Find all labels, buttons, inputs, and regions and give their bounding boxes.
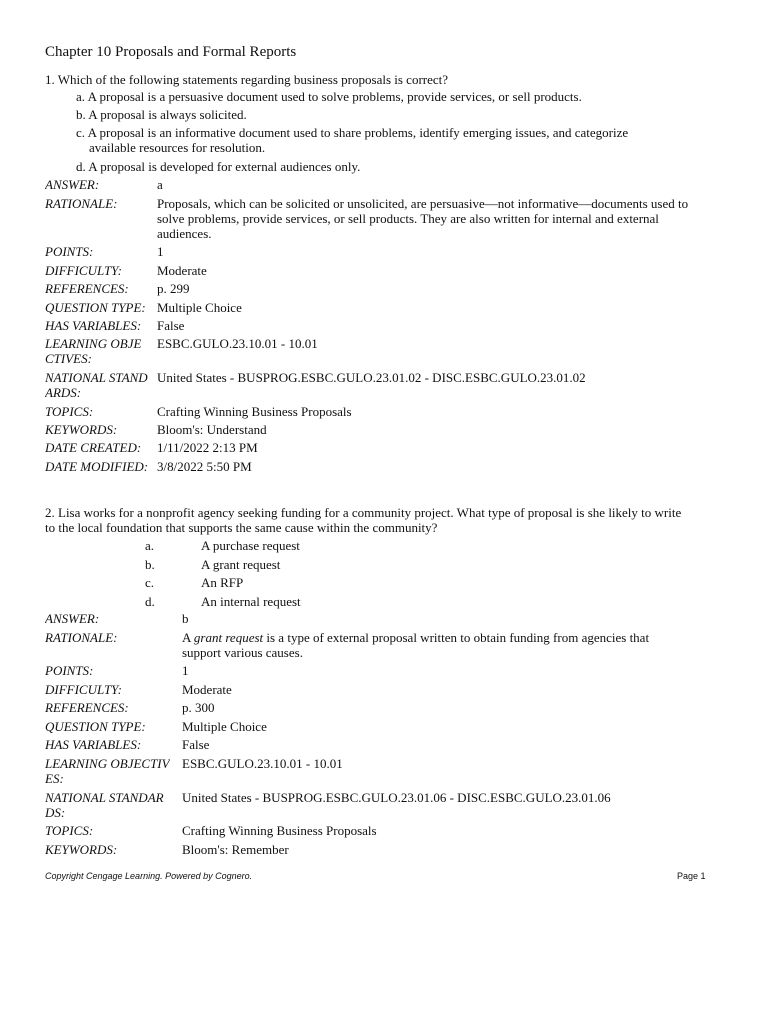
keywords-value: Bloom's: Understand — [157, 422, 267, 437]
learning-objectives-label: LEARNING OBJE — [45, 336, 142, 351]
answer-label: ANSWER: — [45, 611, 100, 626]
footer-copyright: Copyright Cengage Learning. Powered by Cognero. — [45, 871, 253, 881]
learning-objectives-label-cont: CTIVES: — [45, 351, 92, 366]
question-2-stem-line-1: 2. Lisa works for a nonprofit agency seeking funding for a community project. What type of proposal is she likely to write — [45, 505, 682, 520]
date-created-label: DATE CREATED: — [45, 440, 142, 455]
question-2-stem-line-2: to the local foundation that supports the same cause within the community? — [45, 520, 438, 535]
topics-value: Crafting Winning Business Proposals — [157, 404, 352, 419]
rationale-text: is a type of external proposal written to obtain funding from agencies that — [263, 630, 650, 645]
topics-label: TOPICS: — [45, 404, 94, 419]
has-variables-label: HAS VARIABLES: — [45, 737, 142, 752]
references-value: p. 300 — [182, 700, 215, 715]
keywords-value: Bloom's: Remember — [182, 842, 289, 857]
rationale-emphasis: grant request — [193, 630, 264, 645]
q1-choice-a — [76, 89, 726, 104]
question-type-value: Multiple Choice — [157, 300, 242, 315]
q1-choice-c — [76, 125, 726, 155]
difficulty-label: DIFFICULTY: — [45, 682, 122, 697]
question-type-value: Multiple Choice — [182, 719, 267, 734]
rationale-line-2: support various causes. — [182, 645, 303, 660]
choice-letter: b. — [76, 107, 86, 122]
choice-letter: d. — [145, 594, 155, 609]
learning-objectives-value: ESBC.GULO.23.10.01 - 10.01 — [157, 336, 318, 351]
choice-letter: c. — [145, 575, 155, 590]
choice-text: A proposal is developed for external audiences only. — [88, 159, 361, 174]
topics-label: TOPICS: — [45, 823, 94, 838]
choice-letter: c. — [76, 125, 86, 140]
question-type-label: QUESTION TYPE: — [45, 300, 146, 315]
question-1-stem: 1. Which of the following statements regarding business proposals is correct? — [45, 72, 449, 87]
has-variables-label: HAS VARIABLES: — [45, 318, 142, 333]
references-label: REFERENCES: — [45, 700, 129, 715]
date-created-value: 1/11/2022 2:13 PM — [157, 440, 258, 455]
national-standards-label: NATIONAL STAND — [45, 370, 148, 385]
choice-text: A proposal is a persuasive document used to solve problems, provide services, or sell products. — [87, 89, 582, 104]
learning-objectives-label: LEARNING OBJECTIV — [45, 756, 170, 771]
choice-letter: b. — [145, 557, 155, 572]
learning-objectives-label-cont: ES: — [45, 771, 64, 786]
date-modified-value: 3/8/2022 5:50 PM — [157, 459, 252, 474]
references-label: REFERENCES: — [45, 281, 129, 296]
choice-text-continued: available resources for resolution. — [89, 140, 266, 155]
national-standards-value: United States - BUSPROG.ESBC.GULO.23.01.02 - DISC.ESBC.GULO.23.01.02 — [157, 370, 586, 385]
difficulty-label: DIFFICULTY: — [45, 263, 122, 278]
answer-value: a — [157, 177, 163, 192]
references-value: p. 299 — [157, 281, 190, 296]
choice-text: An internal request — [201, 594, 301, 609]
q1-choice-d — [76, 159, 726, 174]
choice-letter: d. — [76, 159, 86, 174]
page-title: Chapter 10 Proposals and Formal Reports — [45, 44, 297, 60]
rationale-label: RATIONALE: — [45, 196, 118, 211]
choice-text: A proposal is an informative document used to share problems, identify emerging issues, and categorize — [87, 125, 629, 140]
answer-label: ANSWER: — [45, 177, 100, 192]
rationale-line-1 — [182, 630, 649, 645]
rationale-text: A — [182, 630, 194, 645]
national-standards-label-cont: DS: — [45, 805, 66, 820]
difficulty-value: Moderate — [157, 263, 207, 278]
answer-value: b — [182, 611, 189, 626]
has-variables-value: False — [182, 737, 210, 752]
choice-letter: a. — [145, 538, 155, 553]
footer-page-number: Page 1 — [677, 871, 706, 881]
choice-text: A grant request — [201, 557, 281, 572]
points-value: 1 — [157, 244, 164, 259]
question-type-label: QUESTION TYPE: — [45, 719, 146, 734]
rationale-line-2: solve problems, provide services, or sell products. They are also written for internal and external — [157, 211, 659, 226]
rationale-label: RATIONALE: — [45, 630, 118, 645]
topics-value: Crafting Winning Business Proposals — [182, 823, 377, 838]
learning-objectives-value: ESBC.GULO.23.10.01 - 10.01 — [182, 756, 343, 771]
choice-text: An RFP — [201, 575, 244, 590]
choice-text: A purchase request — [201, 538, 300, 553]
points-value: 1 — [182, 663, 189, 678]
national-standards-label: NATIONAL STANDAR — [45, 790, 164, 805]
choice-text: A proposal is always solicited. — [88, 107, 247, 122]
national-standards-value: United States - BUSPROG.ESBC.GULO.23.01.06 - DISC.ESBC.GULO.23.01.06 — [182, 790, 611, 805]
rationale-line-3: audiences. — [157, 226, 212, 241]
points-label: POINTS: — [45, 244, 94, 259]
choice-letter: a. — [76, 89, 86, 104]
has-variables-value: False — [157, 318, 185, 333]
keywords-label: KEYWORDS: — [45, 422, 118, 437]
difficulty-value: Moderate — [182, 682, 232, 697]
points-label: POINTS: — [45, 663, 94, 678]
keywords-label: KEYWORDS: — [45, 842, 118, 857]
national-standards-label-cont: ARDS: — [45, 385, 82, 400]
date-modified-label: DATE MODIFIED: — [45, 459, 149, 474]
rationale-line-1: Proposals, which can be solicited or unsolicited, are persuasive—not informative—documents used to — [157, 196, 689, 211]
q1-choice-b — [76, 107, 726, 122]
